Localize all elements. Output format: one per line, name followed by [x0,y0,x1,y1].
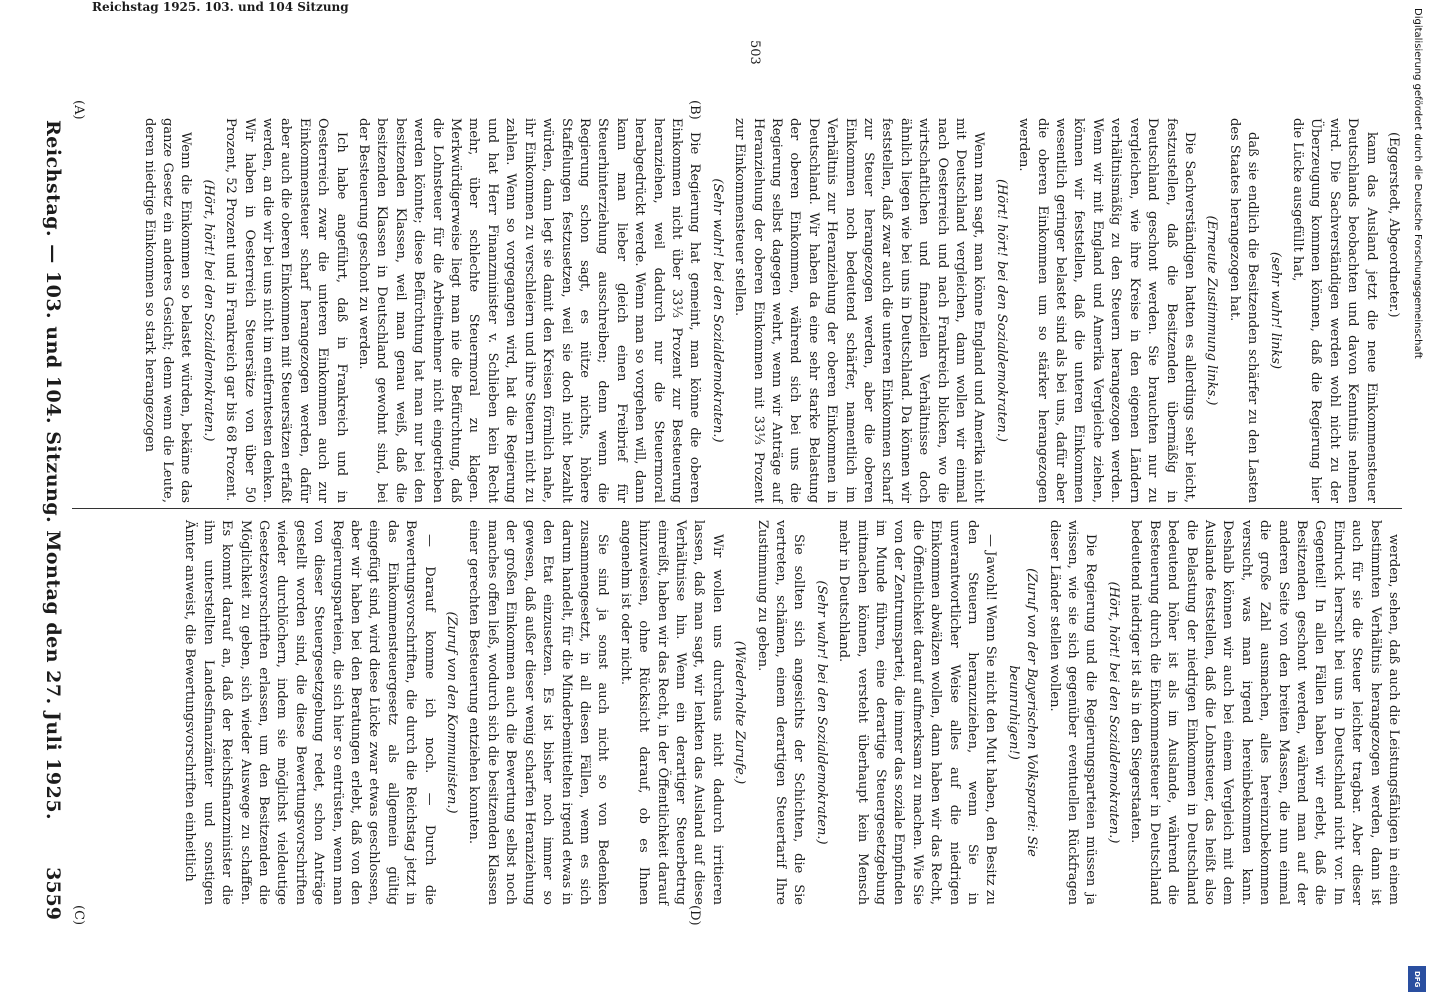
body-paragraph: Wir wollen uns durchaus nicht dadurch irritieren lassen, daß man sagt, wir lenkten das Ausland auf diese Verhältnisse hin. Wenn ein derartiger Steuerbetrug einreißt, haben wir das Recht, in der Öffentlichkeit darauf hinzuweisen, ohne Rücksicht darauf, ob es Ihnen angenehm ist oder nicht. [617,520,725,905]
page-header [34,120,64,920]
footer-page-number: 503 [747,40,762,65]
interjection-paragraph: (Erneute Zustimmung links.) [1204,215,1220,406]
right-column [72,520,1402,905]
interjection-paragraph: (Zuruf von der Bayerischen Volkspartei: Sie beunruhigen!) [1005,568,1040,857]
body-paragraph: Die Regierung und die Regierungsparteien müssen ja wissen, wie sie sich gegenüber eventuellen Rückfragen dieser Länder stellen wollen. [1046,520,1099,905]
header-page-number: 3559 [42,867,64,920]
header-title: Reichstag. — 103. und 104. Sitzung. Montag den 27. Juli 1925. [42,120,64,821]
body-paragraph: Die Sachverständigen hatten es allerdings sehr leicht, festzustellen, daß die Besitzenden übermäßig in Deutschland geschont werden. Sie brauchten nur zu vergleichen, wie ihre Kreise in den eigenen Ländern verhältnismäßig zu den Steuern herangezogen werden. Wenn wir mit England und Amerika Vergleiche ziehen, können wir feststellen, daß die unteren Einkommen wesentlich geringer belastet sind als bei uns, dafür aber die oberen Einkommen um so stärker herangezogen werden. [1016,118,1197,503]
body-paragraph: (Eggerstedt, Abgeordneter.) [1386,132,1401,318]
interjection-paragraph: (Sehr wahr! bei den Sozialdemokraten.) [709,178,725,443]
interjection-paragraph: (Hört! hört! bei den Sozialdemokraten.) [993,178,1009,442]
body-paragraph: — Jawohl! Wenn Sie nicht den Mut haben, den Besitz zu den Steuern heranzuziehen, wenn Sie in unverantwortlicher Weise alles auf die niedrigen Einkommen abwälzen wollen, dann haben wir das Recht, die Öffentlichkeit darauf aufmerksam zu machen. Wie Sie von der Zentrumspartei, die immer das soziale Empfinden im Munde führen, eine derartige Steuergesetzgebung mitmachen können, versteht überhaupt kein Mensch mehr in Deutschland. [836,520,999,905]
body-paragraph: Ich habe angeführt, daß in Frankreich und in Oesterreich zwar die unteren Einkommen auch zur Einkommensteuer scharf herangezogen werden, dafür aber auch die oberen Einkommen mit Steuersätzen erfaßt werden, an die wir bei uns nicht im entferntesten denken. Wir haben in Oesterreich Steuersätze von über 50 Prozent, 52 Prozent und in Frankreich gar bis 68 Prozent. [223,118,349,503]
body-paragraph: Die Regierung hat gemeint, man könne die oberen Einkommen nicht über 33⅓ Prozent zur Besteuerung heranziehen, weil dadurch nur die Steuermoral herabgedrückt werde. Wenn man so vorgehen will, dann kann man lieber gleich einen Freibrief für Steuerhinterziehung ausschreiben; denn wenn die Regierung schon sagt, es nütze nichts, höhere Staffelungen festzusetzen, weil sie doch nicht bezahlt würden, dann legt sie damit den Kreisen förmlich nahe, ihr Einkommen zu verschleiern und ihre Steuern nicht zu zahlen. Wenn so vorgegangen wird, hat die Regierung und hat Herr Finanzminister v. Schlieben kein Recht mehr, über schlechte Steuermoral zu klagen. Merkwürdigerweise liegt man nie die Befürchtung, daß die Lohnsteuer für die Arbeitnehmer nicht eingetrieben werden könnte; diese Befürchtung hat man nur bei den besitzenden Klassen, weil man genau weiß, daß die besitzenden Klassen in Deutschland gewohnt sind, bei der Besteuerung geschont zu werden. [356,118,703,503]
dfg-logo-icon: DFG [1408,966,1426,992]
body-paragraph: Sie sollten sich angesichts der Schichten, die Sie vertreten, schämen, einem derartigen Steuertarif Ihre Zustimmung zu geben. [754,520,807,905]
interjection-paragraph: (Hört, hört! bei den Sozialdemokraten.) [200,179,216,442]
body-paragraph: Wenn man sagt, man könne England und Amerika nicht mit Deutschland vergleichen, dann wollen wir einmal nach Oesterreich und nach Frankreich blicken, wo die wirtschaftlichen und finanziellen Verhältnisse doch ähnlich liegen wie bei uns in Deutschland. Da können wir feststellen, daß zwar auch die unteren Einkommen scharf zur Steuer herangezogen werden, aber die oberen Einkommen noch bedeutend schärfer, namentlich im Verhältnis zur Heranziehung der oberen Einkommen in Deutschland. Wir haben da eine sehr starke Belastung der oberen Einkommen, während sich bei uns die Regierung selbst dagegen wehrt, wenn wir Anträge auf Heranziehung der oberen Einkommen mit 33⅓ Prozent zur Einkommensteuer stellen. [732,118,987,503]
body-paragraph: — Darauf komme ich noch. — Durch die Bewertungsvorschriften, die durch die Reichstag jetzt in das Einkommensteuergesetz als allgemein gültig eingefügt sind, wird diese Lücke zwar etwas geschlossen, aber wir haben bei den Beratungen erlebt, daß von den Regierungsparteien, die sich hier so entrüsten, wenn man von dieser Steuergesetzgebung redet, schon Anträge gestellt worden sind, die diese Bewertungsvorschriften wieder durchlöchern, indem sie möglichst vieldeutige Gesetzesvorschriften erlassen, um den Besitzenden die Möglichkeit zu geben, sich wieder Auswege zu schaffen. Es kommt darauf an, daß der Reichsfinanzminister die ihm unterstellten Landesfinanzämter und sonstigen Ämter anweist, die Bewertungsvorschriften einheitlich [182,520,437,905]
interjection-paragraph: (Hört, hört! bei den Sozialdemokraten.) [1105,581,1121,844]
body-paragraph: kann das Ausland jetzt die neue Einkommensteuer Deutschlands beobachten und davon Kenntnis nehmen wird. Die Sachverständigen werden wohl nicht zu der Überzeugung kommen können, daß die Regierung hier die Lücke ausgefüllt hat, [1289,118,1379,503]
margin-marker-b: (B) [687,100,702,120]
footer-session-label: Reichstag 1925. 103. und 104 Sitzung [92,0,349,14]
dfg-banner-text: Digitalisierung gefördert durch die Deutsche Forschungsgemeinschaft [1412,8,1423,359]
margin-marker-d: (D) [687,905,702,926]
body-paragraph: werden, sehen, daß auch die Leistungsfähigen in einem bestimmten Verhältnis herangezogen werden, dann ist auch für sie die Steuer leichter tragbar. Aber dieser Eindruck herrscht bei uns in Deutschland nicht vor. Im Gegenteil! In allen Fällen haben wir erlebt, daß die Besitzenden geschont werden, während man auf der anderen Seite von den breiten Massen, die nun einmal die große Zahl ausmachen, alles hereinzubekommen versucht, was man irgend hereinbekommen kann. Deshalb können wir auch bei einem Vergleich mit dem Auslande feststellen, daß die Lohnsteuer, das heißt also die Belastung der niedrigen Einkommen in Deutschland bedeutend höher ist als im Auslande, während die Besteuerung durch die Einkommensteuer in Deutschland bedeutend niedriger ist als in den Siegerstaaten. [1128,520,1401,905]
margin-marker-a: (A) [71,100,86,120]
dfg-banner [1406,0,1428,1000]
interjection-paragraph: (Sehr wahr! bei den Sozialdemokraten.) [813,580,829,845]
interjection-paragraph: (sehr wahr! links) [1267,251,1283,370]
rotated-newspaper-page [2,0,1402,1000]
interjection-paragraph: (Zuruf von den Kommunisten.) [444,611,460,814]
column-divider [72,508,1402,509]
margin-marker-c: (C) [71,905,86,926]
body-paragraph: daß sie endlich die Besitzenden schärfer zu den Lasten des Staates herangezogen hat. [1226,118,1261,503]
body-paragraph: Sie sind ja sonst auch nicht so von Bedenken zusammengesetzt, in all diesen Fällen, wenn es sich darum handelt, für die Minderbemittelten irgend etwas in den Etat einzusetzen. Es ist bisher noch immer so gewesen, daß außer dieser wenig scharfen Heranziehung der großen Einkommen auch die Bewertung selbst noch manches offen ließ, wodurch sich die besitzenden Klassen einer gerechten Besteuerung entziehen konnten. [466,520,611,905]
interjection-paragraph: (Wiederholte Zurufe.) [732,640,748,785]
body-paragraph: Wenn die Einkommen so belastet würden, bekäme das ganze Gesetz ein anderes Gesicht; denn wenn die Leute, deren niedrige Einkommen so stark herangezogen [141,118,194,503]
left-column [72,118,1402,503]
